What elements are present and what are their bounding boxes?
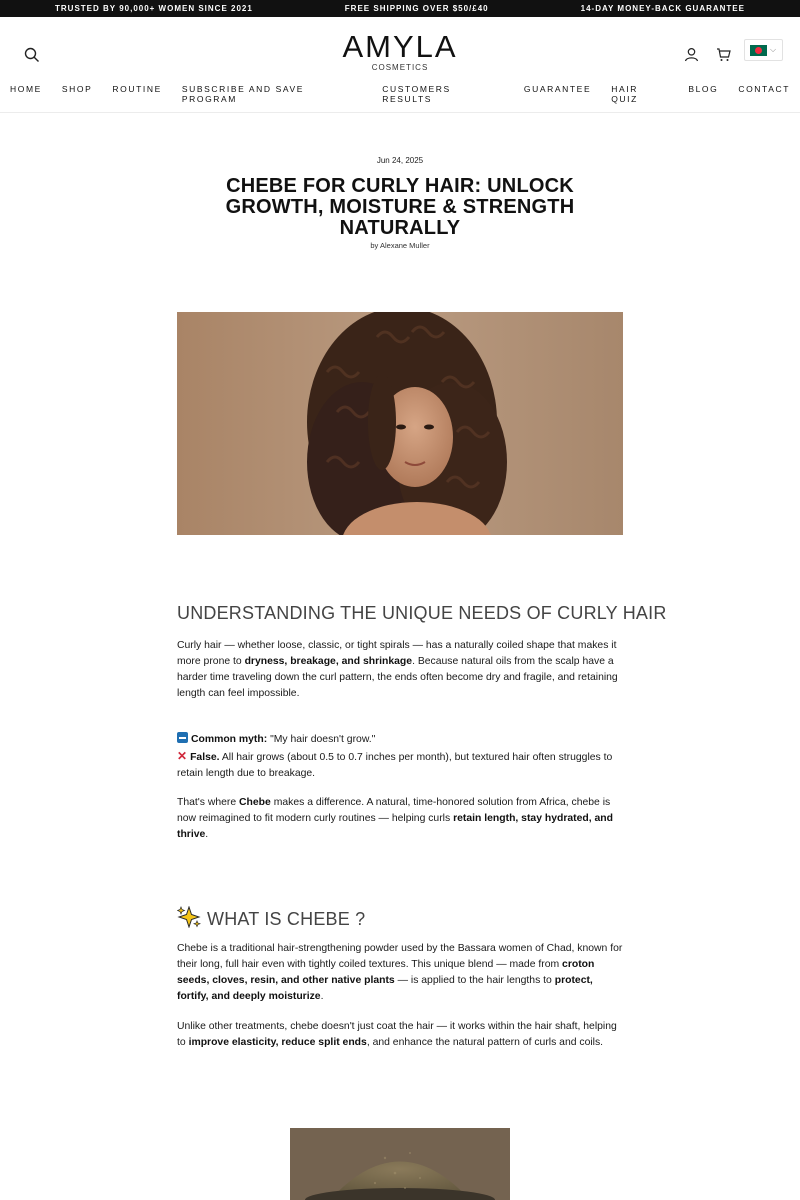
site-header: [0, 17, 800, 113]
chevron-down-icon: ⌵: [770, 45, 777, 54]
cross-mark-icon: ✕: [177, 749, 188, 763]
text-run: , and enhance the natural pattern of curls and coils.: [366, 1037, 604, 1048]
text-run: .: [320, 991, 324, 1002]
text-run: . Because natural oils from the scalp have a harder time traveling down the curl pattern, the ends often become dry and fragile, and retaining length can feel impossible.: [177, 656, 618, 699]
text-run: — is applied to the hair lengths to: [394, 975, 555, 986]
paragraph-chebe-benefits: [177, 1019, 627, 1051]
flag-icon: [750, 45, 767, 56]
text-run: Curly hair — whether loose, classic, or tight spirals — has a naturally coiled shape that makes it more prone to: [177, 640, 617, 667]
nav-guarantee[interactable]: GUARANTEE: [523, 84, 592, 94]
text-bold: retain length, stay hydrated, and thrive: [177, 813, 613, 840]
section-heading-text: WHAT IS CHEBE ?: [207, 909, 366, 929]
main-nav: [0, 84, 800, 104]
sparkles-icon: [177, 906, 201, 928]
false-label: False.: [190, 752, 220, 763]
article-author: by Alexane Muller: [370, 241, 430, 250]
nav-blog[interactable]: BLOG: [688, 84, 719, 94]
nav-home[interactable]: HOME: [10, 84, 42, 94]
announcement-guarantee: 14-DAY MONEY-BACK GUARANTEE: [580, 4, 745, 13]
nav-subscribe[interactable]: SUBSCRIBE AND SAVE PROGRAM: [181, 84, 305, 104]
hero-image: [177, 312, 623, 535]
cart-icon[interactable]: [716, 47, 731, 62]
logo[interactable]: [0, 31, 800, 72]
logo-wordmark[interactable]: AMYLA: [342, 29, 458, 64]
announcement-shipping: FREE SHIPPING OVER $50/£40: [344, 4, 489, 13]
article-title: CHEBE FOR CURLY HAIR: UNLOCK GROWTH, MOISTURE & STRENGTH NATURALLY: [225, 175, 575, 239]
minus-square-icon: [177, 732, 188, 743]
article-date: Jun 24, 2025: [376, 156, 424, 165]
text-bold: dryness, breakage, and shrinkage: [244, 656, 413, 667]
text-bold: improve elasticity, reduce split ends: [188, 1037, 367, 1048]
text-run: .: [205, 829, 209, 840]
account-icon[interactable]: [684, 47, 699, 62]
text-bold: croton seeds, cloves, resin, and other native plants: [177, 959, 595, 986]
nav-hair-quiz[interactable]: HAIR QUIZ: [611, 84, 638, 104]
chebe-powder-image: [290, 1128, 510, 1200]
text-run: Chebe is a traditional hair-strengthening powder used by the Bassara women of Chad, known for their long, full hair even with tightly coiled textures. This unique blend — made from: [177, 943, 623, 970]
paragraph-chebe-difference: [177, 795, 627, 843]
announcement-bar: [0, 0, 800, 17]
paragraph-chebe-definition: [177, 941, 627, 1005]
text-run: That's where: [177, 797, 240, 808]
country-selector[interactable]: [744, 39, 783, 61]
myth-label: Common myth:: [191, 734, 268, 745]
myth-text: "My hair doesn't grow.": [267, 734, 376, 745]
text-bold: Chebe: [239, 797, 271, 808]
text-run: Unlike other treatments, chebe doesn't just coat the hair — it works within the hair shaft, helping to: [177, 1021, 617, 1048]
nav-customers-results[interactable]: CUSTOMERS RESULTS: [382, 84, 451, 104]
paragraph-curly-intro: [177, 638, 627, 702]
nav-contact[interactable]: CONTACT: [738, 84, 790, 94]
text-bold: protect, fortify, and deeply moisturize: [177, 975, 593, 1002]
section-heading-curly-needs: UNDERSTANDING THE UNIQUE NEEDS OF CURLY HAIR: [177, 603, 667, 623]
announcement-trusted: TRUSTED BY 90,000+ WOMEN SINCE 2021: [55, 4, 253, 13]
paragraph-myth: [177, 732, 627, 782]
logo-subtitle: COSMETICS: [371, 63, 429, 72]
nav-routine[interactable]: ROUTINE: [112, 84, 162, 94]
text-run: makes a difference. A natural, time-honored solution from Africa, chebe is now reimagined to fit modern curly routines — helping curls: [177, 797, 611, 824]
false-text: All hair grows (about 0.5 to 0.7 inches per month), but textured hair often struggles to retain length due to breakage.: [177, 752, 613, 779]
section-heading-what-is-chebe: [177, 906, 365, 930]
nav-shop[interactable]: SHOP: [61, 84, 93, 94]
